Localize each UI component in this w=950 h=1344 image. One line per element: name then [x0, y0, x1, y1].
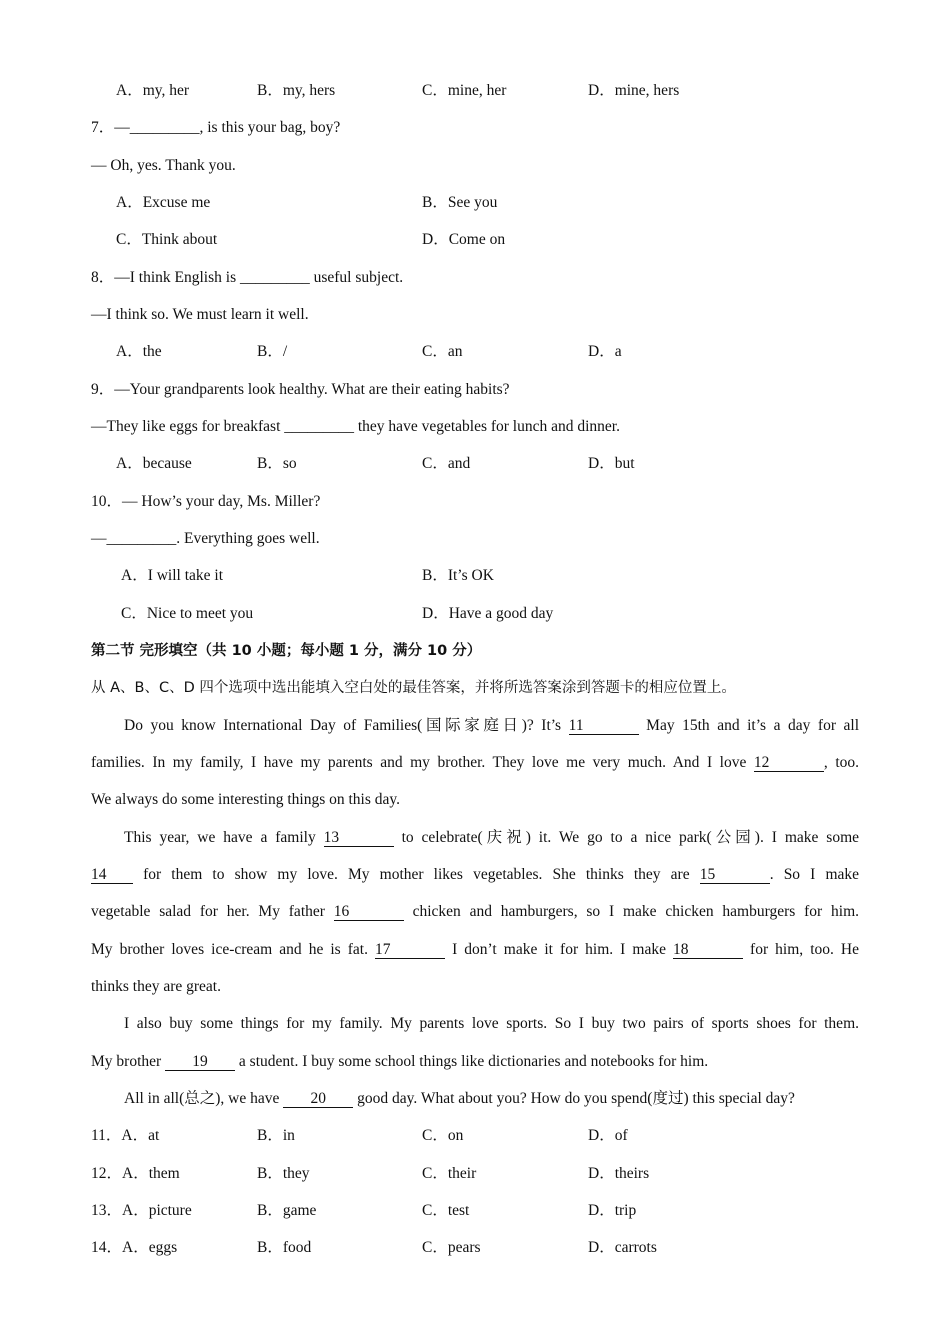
q9-option-a: A．because: [116, 455, 192, 472]
passage-p1-line1: [91, 716, 859, 736]
q13-option-a: 13．A．picture: [91, 1202, 192, 1219]
q7-option-a: A．Excuse me: [116, 194, 211, 211]
passage-p1-line3: We always do some interesting things on this day.: [91, 791, 400, 808]
section-instruction: 从 A、B、C、D 四个选项中选出能填入空白处的最佳答案，并将所选答案涂到答题卡的相应位置上。: [91, 680, 736, 696]
passage-p2-line3: [91, 902, 859, 922]
q6-option-d: D．mine, hers: [588, 82, 680, 99]
q8-option-d: D．a: [588, 343, 622, 360]
q8-reply: —I think so. We must learn it well.: [91, 306, 309, 323]
section-heading: 第二节 完形填空（共 10 小题；每小题 1 分，满分 10 分）: [91, 643, 482, 659]
q10-option-a: A．I will take it: [121, 567, 224, 584]
q9-reply: —They like eggs for breakfast _________ they have vegetables for lunch and dinner.: [91, 418, 620, 435]
q6-option-b: B．my, hers: [257, 82, 336, 99]
passage-p1-line2: [91, 753, 859, 773]
passage-text: May 15th and it’s a day for all: [646, 717, 860, 734]
blank-11: 11: [569, 717, 639, 735]
q10-option-c: C．Nice to meet you: [121, 605, 254, 622]
passage-text: good day. What about you? How do you spend(度过) this special day?: [357, 1090, 795, 1107]
q11-option-a: 11．A．at: [91, 1127, 160, 1144]
passage-text: My brother: [91, 1053, 162, 1070]
blank-20: 20: [283, 1090, 353, 1108]
passage-p4-line1: [124, 1089, 795, 1109]
q7-option-d: D．Come on: [422, 231, 506, 248]
passage-text: chicken and hamburgers, so I make chicken hamburgers for him.: [412, 903, 860, 920]
q12-option-a: 12．A．them: [91, 1165, 180, 1182]
q14-option-b: B．food: [257, 1239, 312, 1256]
passage-p2-line2: [91, 865, 859, 885]
q9-option-b: B．so: [257, 455, 297, 472]
blank-12: 12: [754, 754, 824, 772]
q9-stem: 9．—Your grandparents look healthy. What are their eating habits?: [91, 381, 510, 398]
q10-option-b: B．It’s OK: [422, 567, 494, 584]
passage-p3-line1: [91, 1014, 859, 1034]
passage-p2-line4: [91, 940, 859, 960]
q7-reply: — Oh, yes. Thank you.: [91, 157, 236, 174]
blank-16: 16: [334, 903, 404, 921]
q11-option-d: D．of: [588, 1127, 628, 1144]
q8-option-b: B．/: [257, 343, 288, 360]
passage-text: My brother loves ice-cream and he is fat.: [91, 941, 368, 958]
q12-option-c: C．their: [422, 1165, 477, 1182]
blank-19: 19: [165, 1053, 235, 1071]
passage-text: a student. I buy some school things like dictionaries and notebooks for him.: [238, 1053, 709, 1070]
passage-text: vegetable salad for her. My father: [91, 903, 325, 920]
q12-option-b: B．they: [257, 1165, 310, 1182]
q10-option-d: D．Have a good day: [422, 605, 554, 622]
q14-option-c: C．pears: [422, 1239, 481, 1256]
passage-text: for him, too. He: [750, 941, 859, 958]
q11-option-b: B．in: [257, 1127, 295, 1144]
q14-option-a: 14．A．eggs: [91, 1239, 178, 1256]
passage-text: This year, we have a family: [124, 829, 316, 846]
blank-18: 18: [673, 941, 743, 959]
passage-p2-line5: thinks they are great.: [91, 978, 221, 995]
passage-text: All in all(总之), we have: [124, 1090, 280, 1107]
blank-14: 14: [91, 866, 133, 884]
passage-text: Do you know International Day of Families(国际家庭日)? It’s: [124, 717, 562, 734]
passage-p2-line1: [91, 828, 859, 848]
q13-option-c: C．test: [422, 1202, 470, 1219]
passage-p3-line2: [91, 1052, 708, 1072]
q6-option-a: A．my, her: [116, 82, 190, 99]
passage-text: . So I make: [769, 866, 860, 883]
q8-option-c: C．an: [422, 343, 463, 360]
q8-stem: 8．—I think English is _________ useful subject.: [91, 269, 404, 286]
q7-option-c: C．Think about: [116, 231, 218, 248]
passage-text: I also buy some things for my family. My parents love sports. So I buy two pairs of sports shoes for them.: [124, 1015, 859, 1032]
blank-15: 15: [700, 866, 770, 884]
passage-text: , too.: [823, 754, 860, 771]
q6-option-c: C．mine, her: [422, 82, 507, 99]
passage-text: families. In my family, I have my parents and my brother. They love me very much. And I love: [91, 754, 747, 771]
passage-text: to celebrate(庆祝) it. We go to a nice park(公园). I make some: [401, 829, 860, 846]
q9-option-c: C．and: [422, 455, 471, 472]
q14-option-d: D．carrots: [588, 1239, 657, 1256]
q10-reply: —_________. Everything goes well.: [91, 530, 320, 547]
q13-option-b: B．game: [257, 1202, 317, 1219]
q7-stem: 7．—_________, is this your bag, boy?: [91, 119, 341, 136]
q13-option-d: D．trip: [588, 1202, 637, 1219]
q10-stem: 10．— How’s your day, Ms. Miller?: [91, 493, 321, 510]
q7-option-b: B．See you: [422, 194, 498, 211]
blank-13: 13: [324, 829, 394, 847]
q9-option-d: D．but: [588, 455, 635, 472]
q12-option-d: D．theirs: [588, 1165, 650, 1182]
q11-option-c: C．on: [422, 1127, 464, 1144]
passage-text: for them to show my love. My mother likes vegetables. She thinks they are: [143, 866, 690, 883]
q8-option-a: A．the: [116, 343, 162, 360]
passage-text: I don’t make it for him. I make: [452, 941, 666, 958]
blank-17: 17: [375, 941, 445, 959]
